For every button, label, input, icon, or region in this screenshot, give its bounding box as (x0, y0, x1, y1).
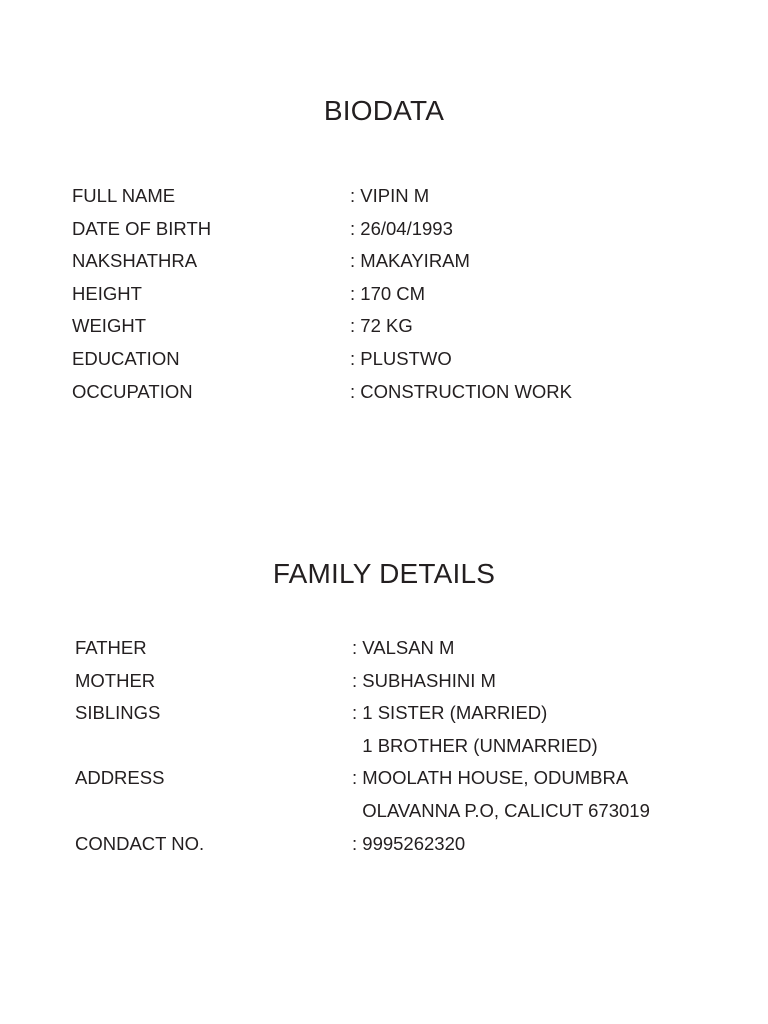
family-row-contact-number (0, 831, 768, 864)
family-details-title: FAMILY DETAILS (272, 558, 496, 589)
biodata-row-nakshathra (0, 248, 768, 281)
field-label: DATE OF BIRTH (72, 217, 212, 239)
field-label: ADDRESS (75, 767, 165, 789)
field-value: : MOOLATH HOUSE, ODUMBRA (352, 767, 629, 789)
field-value: : 26/04/1993 (350, 217, 453, 239)
biodata-row-date-of-birth (0, 216, 768, 249)
family-row-address-continued (0, 798, 768, 831)
family-details-list (0, 635, 768, 863)
field-value: : 170 CM (350, 282, 426, 304)
family-row-address (0, 765, 768, 798)
family-row-siblings (0, 700, 768, 733)
field-value: : VALSAN M (352, 637, 455, 658)
field-label: FATHER (75, 637, 147, 658)
field-value: : SUBHASHINI M (352, 669, 496, 691)
field-label: HEIGHT (72, 282, 142, 304)
biodata-row-education (0, 346, 768, 379)
family-row-mother (0, 668, 768, 701)
field-value: OLAVANNA P.O, CALICUT 673019 (352, 799, 650, 821)
field-value: 1 BROTHER (UNMARRIED) (352, 734, 598, 756)
field-label: SIBLINGS (75, 702, 161, 724)
field-label: EDUCATION (72, 347, 180, 369)
field-value: : PLUSTWO (350, 347, 452, 369)
family-row-siblings-continued (0, 733, 768, 766)
biodata-title: BIODATA (323, 95, 445, 126)
field-value: : VIPIN M (350, 185, 430, 206)
field-value: : MAKAYIRAM (350, 250, 470, 272)
field-label: MOTHER (75, 669, 156, 691)
biodata-list (0, 183, 768, 411)
field-value: : CONSTRUCTION WORK (350, 380, 572, 402)
field-label: FULL NAME (72, 185, 176, 206)
biodata-row-height (0, 281, 768, 314)
field-label: OCCUPATION (72, 380, 193, 402)
biodata-row-weight (0, 313, 768, 346)
field-value: : 9995262320 (352, 832, 466, 854)
field-label: CONDACT NO. (75, 832, 205, 854)
field-label: NAKSHATHRA (72, 250, 198, 272)
biodata-row-full-name (0, 183, 768, 216)
family-row-father (0, 635, 768, 668)
field-value: : 72 KG (350, 315, 413, 337)
field-label: WEIGHT (72, 315, 146, 337)
field-value: : 1 SISTER (MARRIED) (352, 702, 548, 724)
biodata-row-occupation (0, 379, 768, 412)
